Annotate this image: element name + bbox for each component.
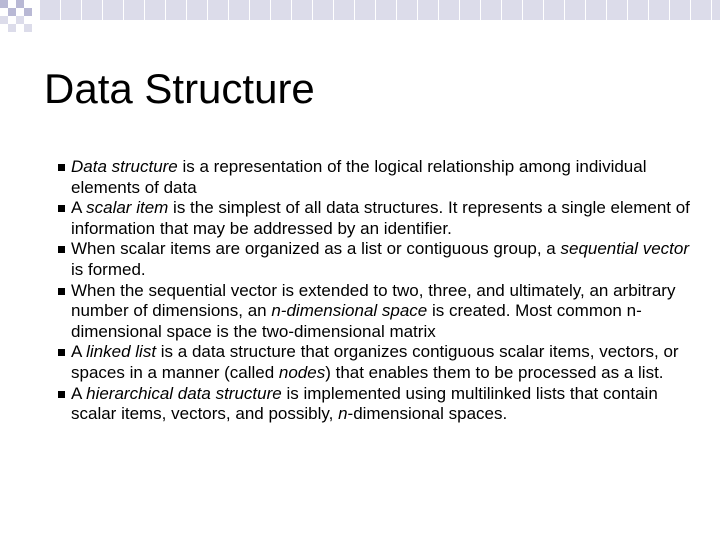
bullet-square-icon xyxy=(58,288,65,295)
slide-header-decoration xyxy=(0,0,720,40)
deco-block xyxy=(145,0,165,20)
deco-block xyxy=(40,0,60,20)
deco-block xyxy=(544,0,564,20)
bullet-term: Data structure xyxy=(71,157,178,176)
deco-block xyxy=(229,0,249,20)
deco-block xyxy=(502,0,522,20)
deco-block xyxy=(271,0,291,20)
deco-block xyxy=(691,21,711,40)
bullet-segment: A xyxy=(71,383,87,403)
deco-block xyxy=(523,0,543,20)
bullet-square-icon xyxy=(58,391,65,398)
deco-block xyxy=(292,21,312,40)
deco-block xyxy=(208,21,228,40)
bullet-text xyxy=(71,239,698,280)
deco-block xyxy=(628,21,648,40)
deco-block xyxy=(607,0,627,20)
deco-block xyxy=(124,0,144,20)
bullet-segment: ) that enables them to be processed as a list. xyxy=(325,362,664,382)
deco-block xyxy=(187,0,207,20)
bullet-segment: -dimensional spaces. xyxy=(347,404,508,424)
deco-square xyxy=(24,8,32,16)
bullet-text xyxy=(71,384,698,425)
deco-block xyxy=(103,21,123,40)
bullet-term: n-dimensional space xyxy=(271,301,428,321)
deco-block xyxy=(544,21,564,40)
deco-block xyxy=(565,0,585,20)
deco-block xyxy=(313,0,333,20)
deco-block xyxy=(607,21,627,40)
deco-block xyxy=(334,0,354,20)
deco-block xyxy=(460,21,480,40)
bullet-text xyxy=(71,198,698,239)
bullet-text xyxy=(71,157,698,198)
deco-block xyxy=(376,0,396,20)
bullet-square-icon xyxy=(58,164,65,171)
deco-block xyxy=(82,21,102,40)
deco-square xyxy=(16,0,24,8)
deco-block xyxy=(355,21,375,40)
deco-square xyxy=(16,16,24,24)
deco-block xyxy=(166,0,186,20)
bullet-item xyxy=(58,384,698,425)
deco-block xyxy=(565,21,585,40)
deco-block xyxy=(208,0,228,20)
deco-block xyxy=(397,21,417,40)
deco-block xyxy=(586,21,606,40)
bullet-square-icon xyxy=(58,205,65,212)
deco-block xyxy=(439,0,459,20)
bullet-segment: When the sequential vector is extended to two, three, and ultimately, an arbitrary number of dimensions, an xyxy=(71,280,676,321)
deco-block xyxy=(250,21,270,40)
bullet-text xyxy=(71,342,698,383)
bullet-term: n xyxy=(338,404,348,424)
deco-block xyxy=(313,21,333,40)
bullet-item xyxy=(58,198,698,239)
deco-square xyxy=(8,8,16,16)
bullet-segment: A xyxy=(71,198,87,218)
deco-block xyxy=(82,0,102,20)
deco-block xyxy=(124,21,144,40)
deco-block xyxy=(670,21,690,40)
deco-block xyxy=(649,0,669,20)
bullet-segment: is a representation of the logical relationship among individual elements of data xyxy=(71,157,647,197)
bullet-segment: is formed. xyxy=(71,259,146,279)
deco-block xyxy=(418,0,438,20)
deco-block xyxy=(166,21,186,40)
bullet-item xyxy=(58,342,698,383)
deco-block xyxy=(271,21,291,40)
bullet-square-icon xyxy=(58,349,65,356)
deco-block xyxy=(523,21,543,40)
bullet-term: hierarchical data structure xyxy=(86,383,282,403)
bullet-segment: When scalar items are organized as a list or contiguous group, a xyxy=(71,239,561,259)
deco-block xyxy=(460,0,480,20)
deco-block xyxy=(691,0,711,20)
deco-block xyxy=(502,21,522,40)
deco-block xyxy=(586,0,606,20)
deco-block xyxy=(439,21,459,40)
bullet-term: sequential vector xyxy=(560,239,690,259)
deco-block xyxy=(61,0,81,20)
deco-block xyxy=(628,0,648,20)
bullet-segment: is created. Most common n-dimensional space is the two-dimensional matrix xyxy=(71,301,642,341)
deco-block xyxy=(712,0,720,20)
deco-square xyxy=(24,24,32,32)
deco-block xyxy=(145,21,165,40)
bullet-list xyxy=(58,157,698,425)
bullet-term: linked list xyxy=(86,342,157,362)
deco-block xyxy=(712,21,720,40)
deco-block xyxy=(250,0,270,20)
bullet-item xyxy=(58,281,698,343)
deco-block xyxy=(187,21,207,40)
deco-block xyxy=(229,21,249,40)
deco-block xyxy=(670,0,690,20)
bullet-segment: is a data structure that organizes contiguous scalar items, vectors, or spaces in a manner (called xyxy=(71,342,679,382)
deco-square xyxy=(8,24,16,32)
deco-block xyxy=(649,21,669,40)
deco-block xyxy=(103,0,123,20)
deco-block xyxy=(397,0,417,20)
bullet-segment: A xyxy=(71,342,87,362)
deco-block xyxy=(355,0,375,20)
bullet-item xyxy=(58,157,698,198)
bullet-segment: is the simplest of all data structures. It represents a single element of information that may be addressed by an identifier. xyxy=(71,198,690,238)
bullet-term: nodes xyxy=(278,362,326,382)
slide-title: Data Structure xyxy=(44,65,315,112)
deco-block xyxy=(334,21,354,40)
bullet-text xyxy=(71,281,698,343)
deco-block xyxy=(40,21,60,40)
deco-block xyxy=(61,21,81,40)
deco-block xyxy=(292,0,312,20)
bullet-square-icon xyxy=(58,246,65,253)
bullet-term: scalar item xyxy=(86,198,169,218)
deco-block xyxy=(481,21,501,40)
deco-block xyxy=(481,0,501,20)
deco-square xyxy=(0,0,8,8)
deco-square xyxy=(0,16,8,24)
deco-block xyxy=(376,21,396,40)
bullet-segment: is implemented using multilinked lists that contain scalar items, vectors, and possibly, xyxy=(71,383,658,424)
bullet-item xyxy=(58,239,698,280)
deco-block-band xyxy=(40,0,720,40)
deco-block xyxy=(418,21,438,40)
